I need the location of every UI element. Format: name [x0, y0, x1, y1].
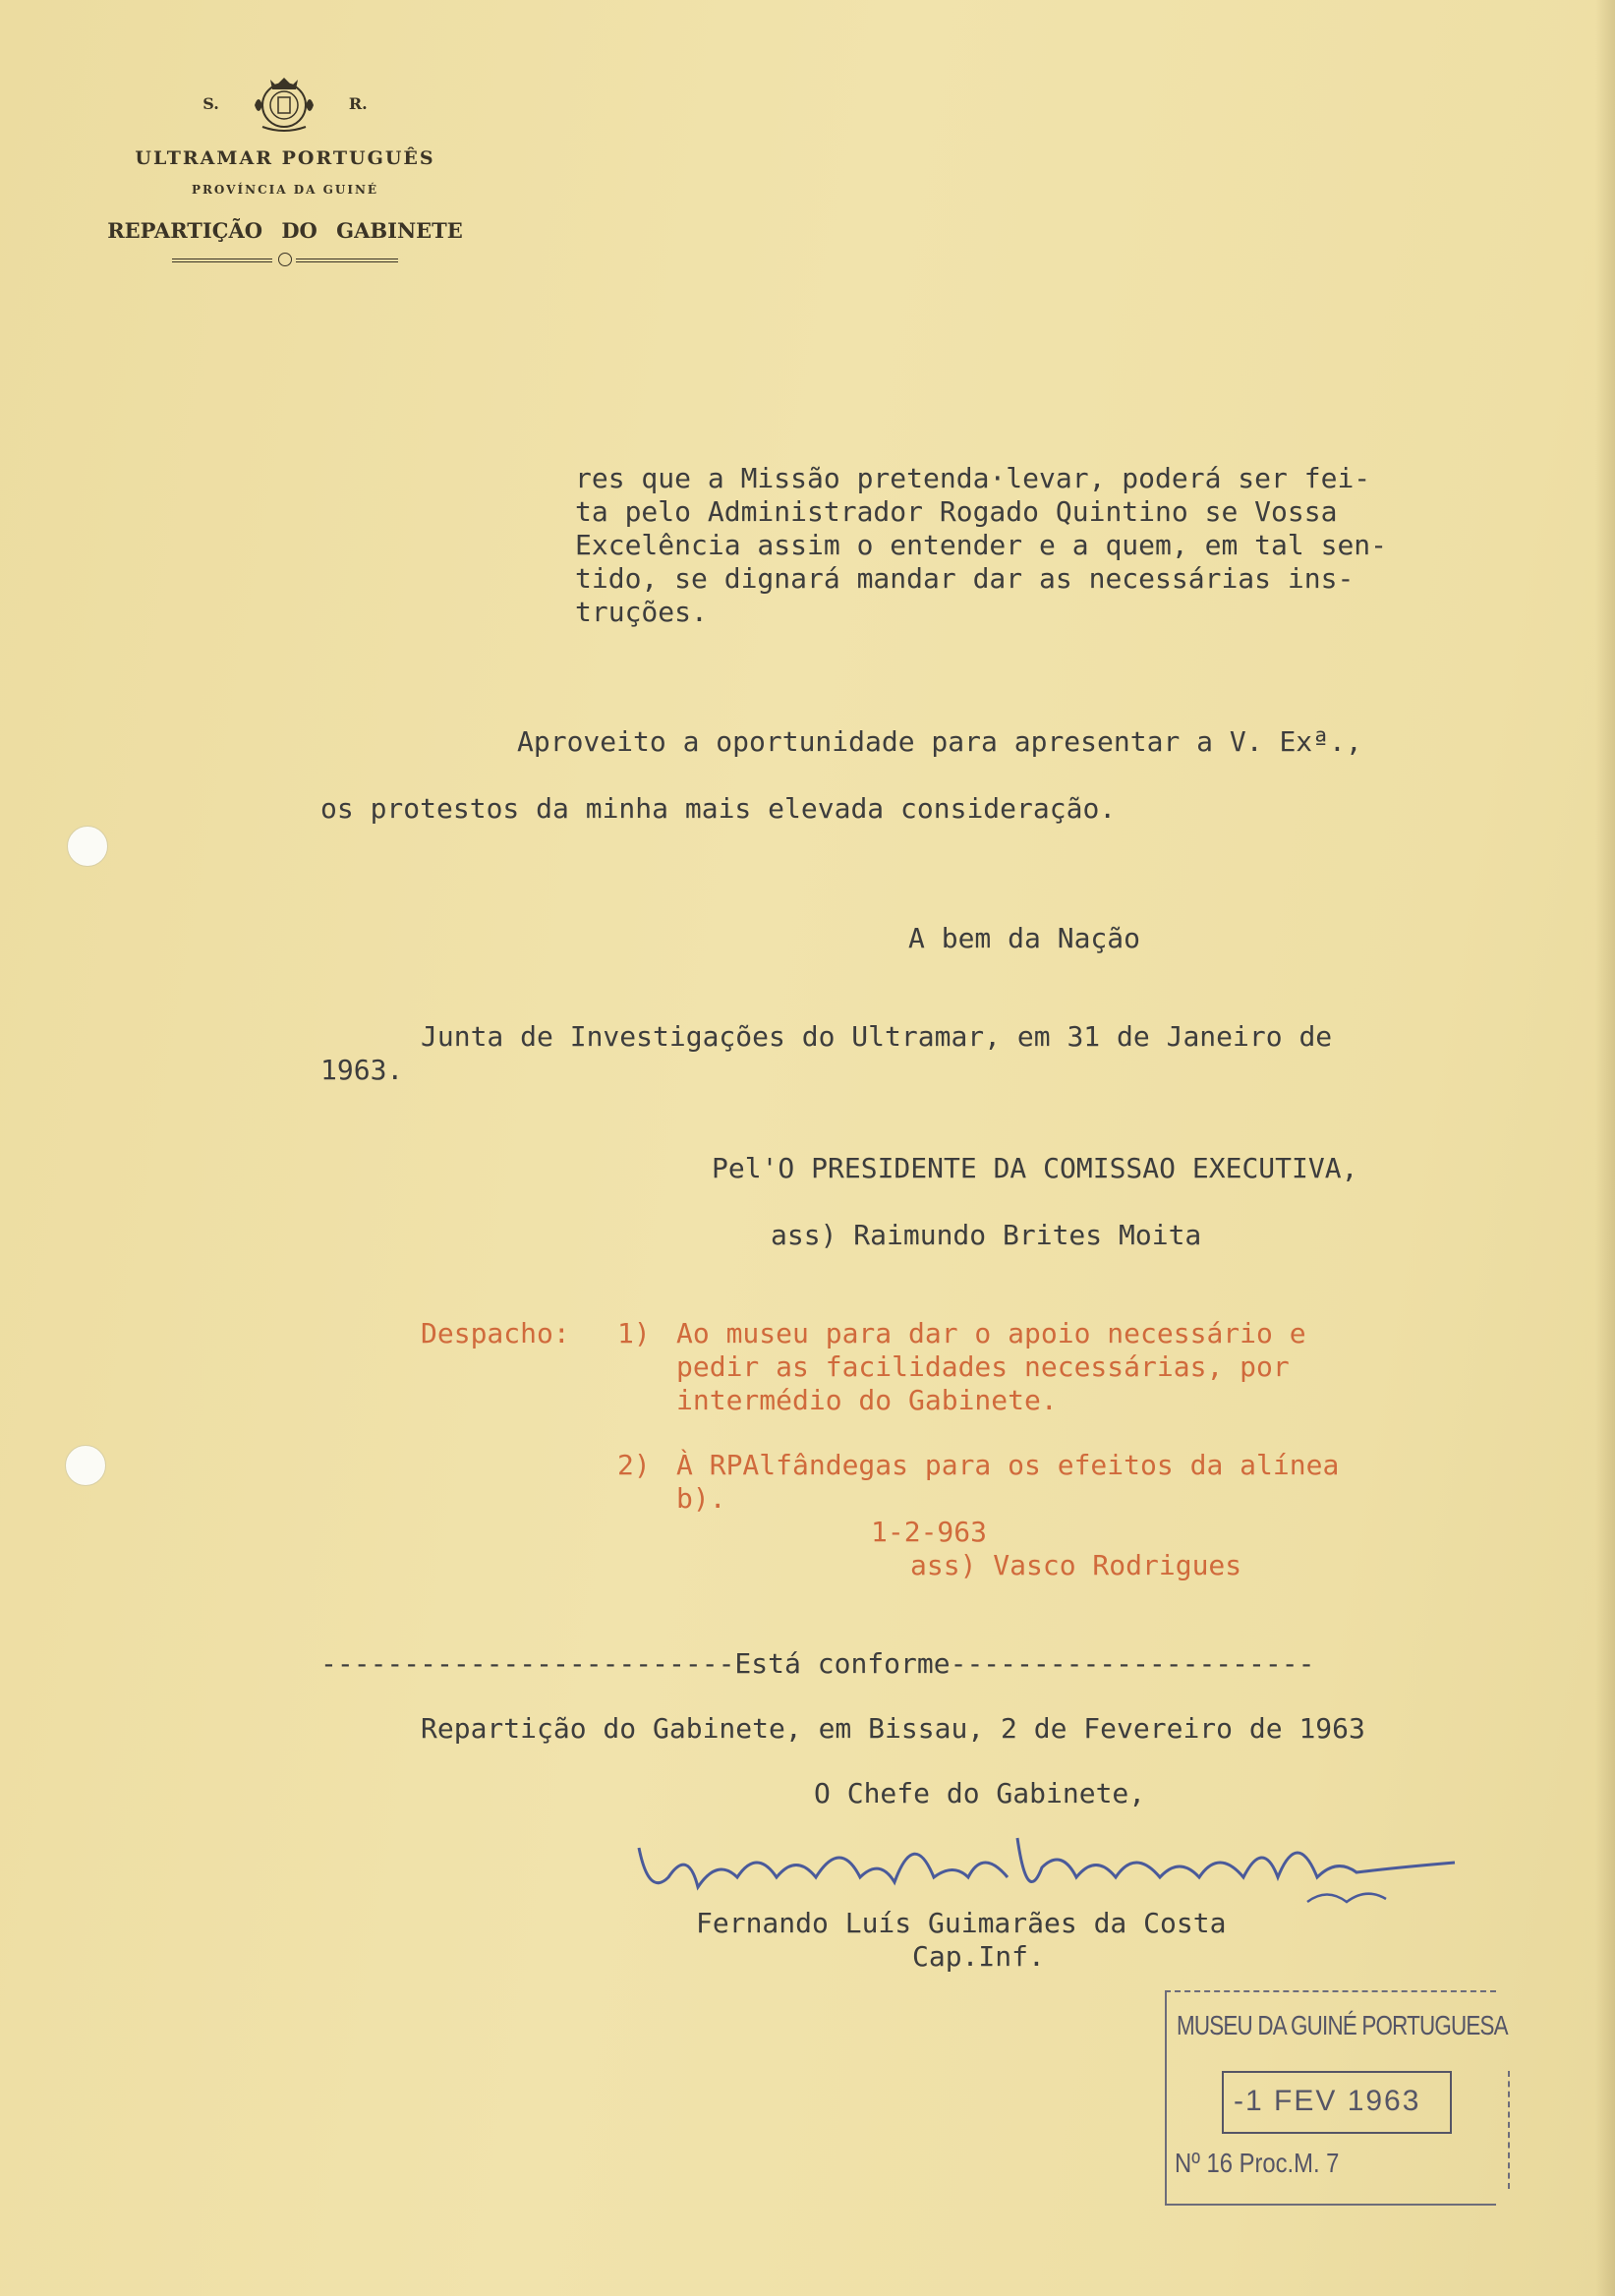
certification-place-date: Repartição do Gabinete, em Bissau, 2 de Fevereiro de 1963 [421, 1712, 1365, 1745]
despacho-item1-line2: pedir as facilidades necessárias, por [676, 1350, 1290, 1383]
despacho-date: 1-2-963 [871, 1516, 988, 1548]
page-edge-shadow [1595, 0, 1615, 2296]
body-p1-line4: tido, se dignará mandar dar as necessárias ins- [575, 562, 1355, 595]
despacho-label: Despacho: [421, 1317, 570, 1349]
despacho-item1-number: 1) [617, 1317, 651, 1349]
crest-right-initial: R. [348, 93, 368, 113]
despacho-item2-line1: À RPAlfândegas para os efeitos da alínea [676, 1449, 1340, 1481]
letterhead [59, 69, 511, 266]
despacho-item1-line3: intermédio do Gabinete. [676, 1384, 1058, 1416]
stamp-title: MUSEU DA GUINÉ PORTUGUESA [1177, 2010, 1508, 2040]
conforme-line: -------------------------Está conforme---------------------- [320, 1647, 1315, 1680]
despacho-item1-line1: Ao museu para dar o apoio necessário e [676, 1317, 1306, 1349]
despacho-item2-number: 2) [617, 1449, 651, 1481]
stamp-right-border [1506, 2071, 1510, 2189]
stamp-date: -1 FEV 1963 [1234, 2085, 1421, 2117]
punch-hole-bottom [65, 1445, 106, 1486]
header-reparticao: REPARTIÇÃO DO GABINETE [107, 218, 463, 243]
stamp-number-line: Nº 16 Proc.M. 7 [1175, 2148, 1340, 2178]
despacho-item2-line2: b). [676, 1482, 726, 1515]
crest-left-initial: S. [202, 93, 219, 113]
handwritten-signature [629, 1808, 1474, 1921]
punch-hole-top [67, 826, 108, 867]
body-p1-line3: Excelência assim o entender e a quem, em tal sen- [575, 529, 1388, 561]
coat-of-arms-icon [249, 72, 319, 135]
body-p1-line2: ta pelo Administrador Rogado Quintino se Vossa [575, 495, 1338, 528]
place-date-line2: 1963. [320, 1054, 404, 1086]
header-ultramar: ULTRAMAR PORTUGUÊS [135, 147, 435, 169]
certification-name: Fernando Luís Guimarães da Costa [696, 1907, 1227, 1939]
museum-stamp [1165, 1990, 1508, 2206]
header-provincia: PROVÍNCIA DA GUINÉ [191, 183, 379, 197]
certification-rank: Cap.Inf. [912, 1940, 1045, 1973]
header-ornament-rule [172, 253, 398, 266]
signer-name: ass) Raimundo Brites Moita [771, 1219, 1202, 1251]
signer-title: Pel'O PRESIDENTE DA COMISSAO EXECUTIVA, [712, 1152, 1358, 1184]
body-p2-line2: os protestos da minha mais elevada consideração. [320, 792, 1117, 825]
body-p2-line1: Aproveito a oportunidade para apresentar a V. Exª., [517, 725, 1362, 758]
body-p1-line5: truções. [575, 596, 708, 628]
body-p1-line1: res que a Missão pretenda·levar, poderá ser fei- [575, 462, 1371, 494]
place-date-line1: Junta de Investigações do Ultramar, em 31 de Janeiro de [421, 1020, 1333, 1053]
salutation: A bem da Nação [908, 922, 1141, 954]
despacho-signed: ass) Vasco Rodrigues [910, 1549, 1242, 1581]
certification-role: O Chefe do Gabinete, [814, 1777, 1146, 1809]
stamp-date-box [1222, 2071, 1452, 2134]
